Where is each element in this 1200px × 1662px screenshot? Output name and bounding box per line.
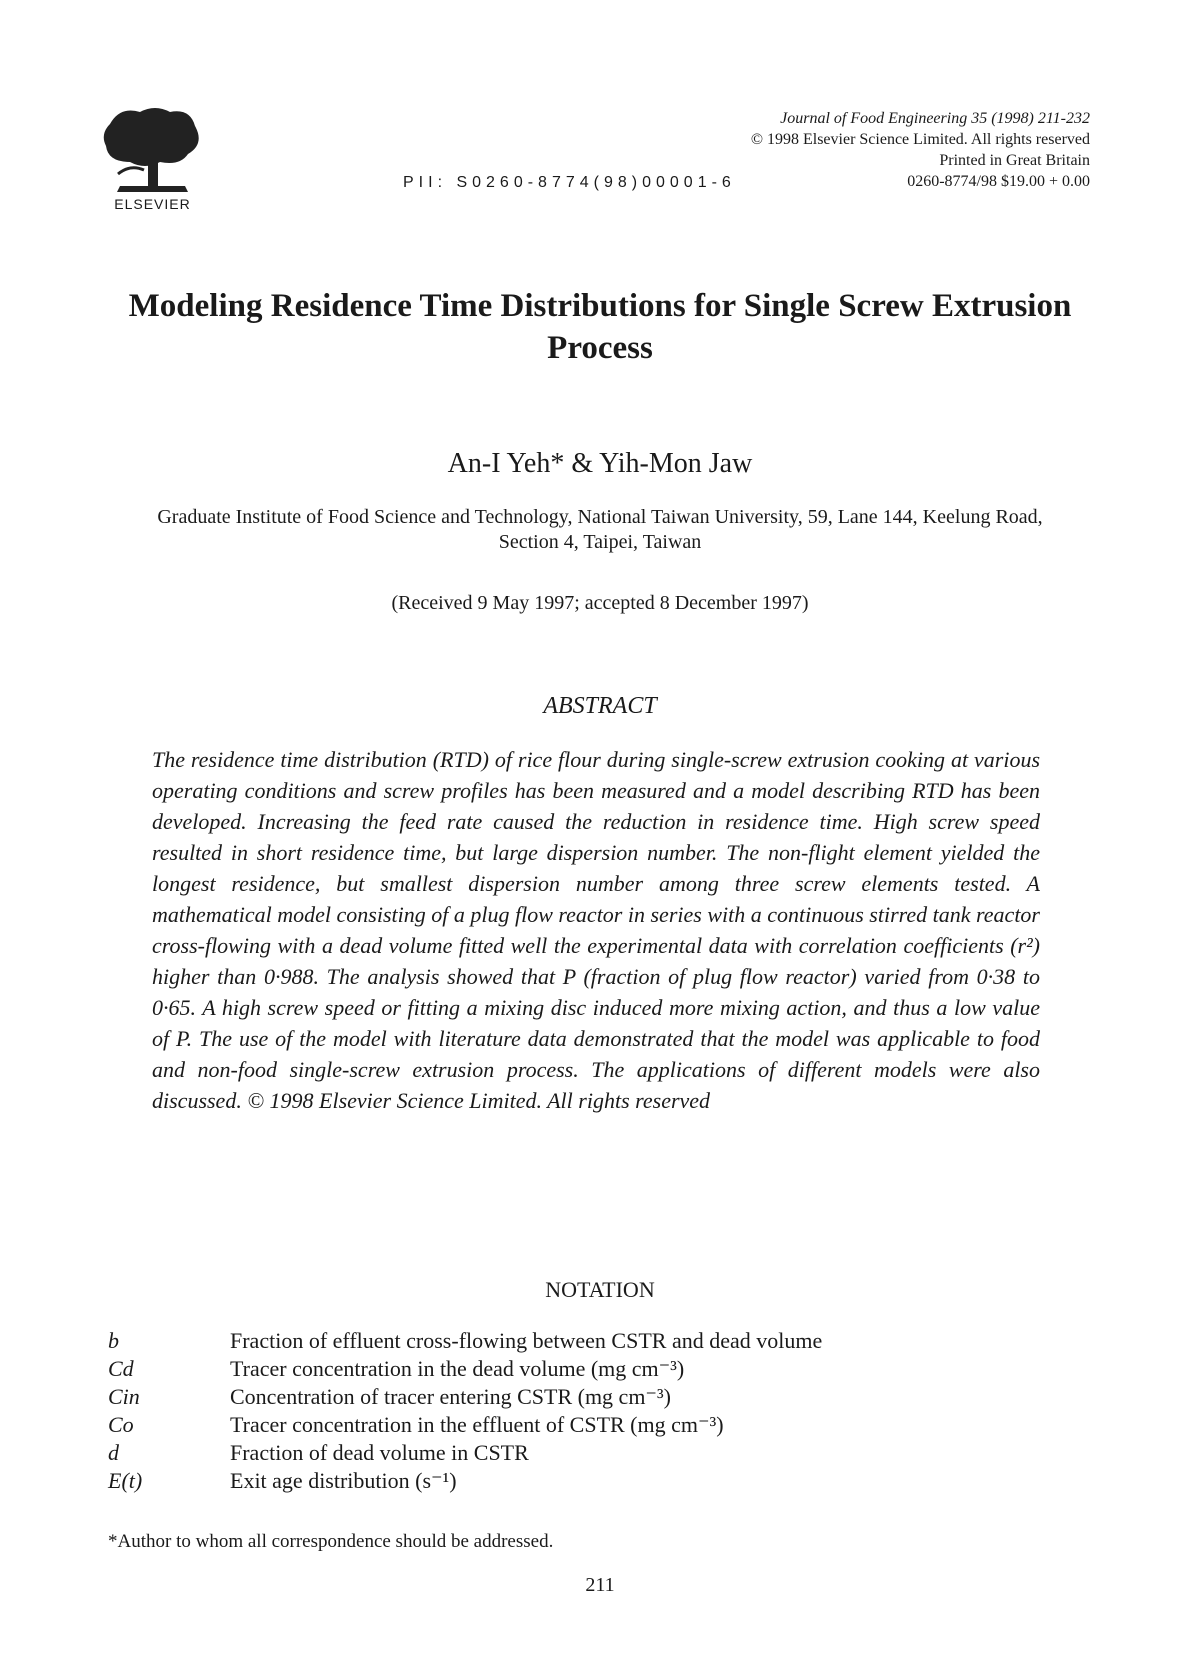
tree-logo-icon (100, 104, 205, 194)
notation-definition: Concentration of tracer entering CSTR (mg cm⁻³) (230, 1384, 671, 1409)
notation-definition: Tracer concentration in the effluent of CSTR (mg cm⁻³) (230, 1412, 724, 1437)
notation-row (108, 1383, 822, 1411)
journal-info (751, 108, 1090, 192)
notation-symbol: E(t) (108, 1468, 143, 1493)
publisher-logo-text: ELSEVIER (114, 196, 191, 212)
notation-symbol: d (108, 1440, 119, 1465)
received-dates: (Received 9 May 1997; accepted 8 December 1997) (391, 592, 809, 614)
notation-row (108, 1327, 822, 1355)
notation-symbol: b (108, 1328, 119, 1353)
notation-definition: Fraction of dead volume in CSTR (230, 1440, 529, 1465)
authors: An-I Yeh* & Yih-Mon Jaw (447, 448, 753, 479)
price-line: 0260-8774/98 $19.00 + 0.00 (907, 173, 1090, 190)
journal-citation: Journal of Food Engineering 35 (1998) 211-232 (780, 110, 1090, 127)
notation-row (108, 1467, 822, 1495)
pii-code: PII: S0260-8774(98)00001-6 (403, 174, 736, 191)
printed-line: Printed in Great Britain (939, 152, 1090, 169)
notation-definition: Tracer concentration in the dead volume (mg cm⁻³) (230, 1356, 685, 1381)
abstract-text: The residence time distribution (RTD) of rice flour during single-screw extrusion cooking at various operating conditions and screw profiles has been measured and a model describing RTD has been developed. Increasing the feed rate caused the reduction in residence time. High screw speed resulted in short residence time, but large dispersion number. The non-flight element yielded the longest residence, but smallest dispersion number among three screw elements tested. A mathematical model consisting of a plug flow reactor in series with a continuous stirred tank reactor cross-flowing with a dead volume fitted well the experimental data with correlation coefficients (r²) higher than 0·988. The analysis showed that P (fraction of plug flow reactor) varied from 0·38 to 0·65. A high screw speed or fitting a mixing disc induced more mixing action, and thus a low value of P. The use of the model with literature data demonstrated that the model was applicable to food and non-food single-screw extrusion process. The applications of different models were also discussed. © 1998 Elsevier Science Limited. All rights reserved (152, 747, 1040, 1113)
notation-symbol: Cin (108, 1384, 140, 1409)
affiliation: Graduate Institute of Food Science and Technology, National Taiwan University, 59, Lane 144, Keelung Road, Section 4, Taipei, Taiwan (157, 506, 1043, 553)
notation-definition: Exit age distribution (s⁻¹) (230, 1468, 457, 1493)
paper-title: Modeling Residence Time Distributions for Single Screw Extrusion Process (128, 288, 1072, 366)
page-number: 211 (585, 1574, 615, 1596)
copyright-line: © 1998 Elsevier Science Limited. All rights reserved (750, 131, 1090, 148)
notation-symbol: Cd (108, 1356, 134, 1381)
notation-row (108, 1411, 822, 1439)
elsevier-logo (100, 104, 210, 214)
notation-symbol: Co (108, 1412, 134, 1437)
abstract-heading: ABSTRACT (543, 693, 657, 719)
notation-definition: Fraction of effluent cross-flowing between CSTR and dead volume (230, 1328, 823, 1353)
notation-row (108, 1439, 822, 1467)
author-footnote: *Author to whom all correspondence should be addressed. (108, 1531, 554, 1552)
notation-list (108, 1327, 822, 1495)
notation-row (108, 1355, 822, 1383)
notation-heading: NOTATION (545, 1277, 655, 1302)
